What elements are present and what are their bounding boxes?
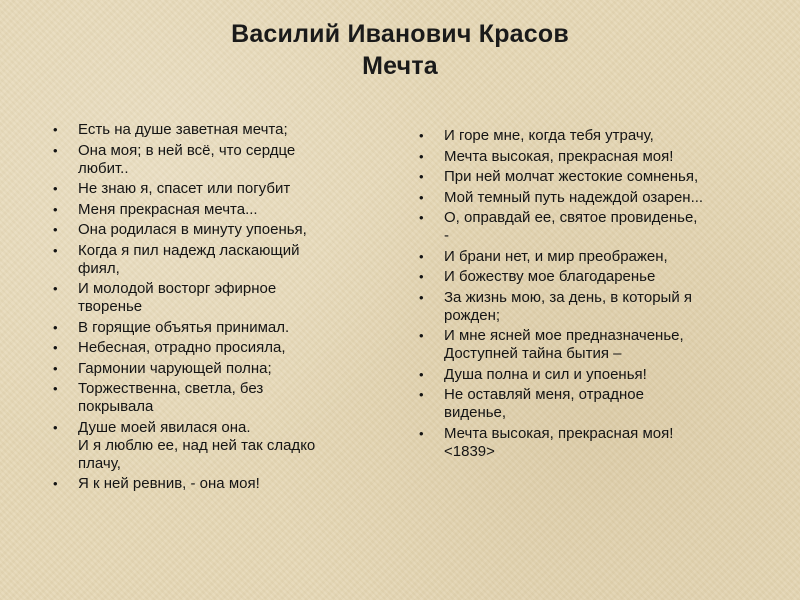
poem-line-item xyxy=(52,475,372,493)
poem-line-item xyxy=(52,221,372,239)
poem-line-item xyxy=(52,280,372,316)
poem-line-item xyxy=(52,242,372,278)
poem-line-text: • Мой темный путь надеждой озарен... xyxy=(444,188,704,206)
poem-line-text: Доступней тайна бытия – xyxy=(444,345,622,362)
poem-line-item xyxy=(418,209,768,245)
poem-line-item xyxy=(418,386,768,422)
poem-line-text: • И брани нет, и мир преображен, xyxy=(444,247,668,265)
poem-line-item xyxy=(52,360,372,378)
poem-line-text: - xyxy=(444,227,449,244)
poem-line-text: • И горе мне, когда тебя утрачу, xyxy=(444,127,654,144)
poem-line-item xyxy=(418,268,768,286)
poem-line-text: плачу, xyxy=(78,454,121,472)
poem-line-text: • Торжественна, светла, без xyxy=(78,380,264,397)
poem-line-text: • Гармонии чарующей полна; xyxy=(78,359,272,377)
poem-line-item xyxy=(418,248,768,266)
poem-line-item xyxy=(418,127,768,145)
author-title: Василий Иванович Красов xyxy=(231,20,569,48)
poem-line-text: • И мне ясней мое предназначенье, xyxy=(444,327,684,344)
poem-line-item xyxy=(418,168,768,186)
poem-line-text: любит.. xyxy=(78,159,129,177)
poem-line-item xyxy=(418,366,768,384)
poem-line-text: • Душе моей явилася она. xyxy=(78,418,251,436)
poem-line-text: покрывала xyxy=(78,398,154,415)
poem-line-item xyxy=(418,425,768,461)
right-stanza-list xyxy=(418,127,768,463)
poem-line-item xyxy=(52,419,372,473)
poem-line-item xyxy=(52,121,372,139)
poem-line-text: • За жизнь мою, за день, в который я xyxy=(444,288,692,306)
poem-line-text: • Не оставляй меня, отрадное xyxy=(444,386,644,403)
poem-line-text: • Она моя; в ней всё, что сердце xyxy=(78,141,296,159)
poem-line-text: • И молодой восторг эфирное xyxy=(78,280,277,297)
poem-line-text: • И божеству мое благодаренье xyxy=(444,268,656,285)
poem-line-item xyxy=(52,380,372,416)
poem-line-text: <1839> xyxy=(444,442,495,460)
poem-line-item xyxy=(52,180,372,198)
poem-line-text: И я люблю ее, над ней так сладко xyxy=(78,436,316,454)
poem-line-text: • Мечта высокая, прекрасная моя! xyxy=(444,424,674,442)
title-block xyxy=(0,18,800,82)
poem-line-text: • Не знаю я, спасет или погубит xyxy=(78,180,291,197)
poem-title: Мечта xyxy=(362,52,438,80)
poem-line-text: • Когда я пил надежд ласкающий xyxy=(78,241,300,259)
poem-line-text: • Меня прекрасная мечта... xyxy=(78,200,258,218)
poem-line-text: • О, оправдай ее, святое провиденье, xyxy=(444,209,698,226)
poem-line-item xyxy=(418,327,768,363)
poem-line-item xyxy=(52,339,372,357)
poem-line-item xyxy=(418,289,768,325)
poem-line-item xyxy=(52,201,372,219)
poem-line-item xyxy=(418,148,768,166)
poem-line-text: • Душа полна и сил и упоенья! xyxy=(444,365,647,383)
poem-line-text: творенье xyxy=(78,298,143,315)
poem-line-text: рожден; xyxy=(444,306,501,324)
poem-line-text: фиял, xyxy=(78,259,120,277)
poem-line-text: • При ней молчат жестокие сомненья, xyxy=(444,168,699,185)
poem-line-text: • Есть на душе заветная мечта; xyxy=(78,121,288,138)
poem-line-text: • Я к ней ревнив, - она моя! xyxy=(78,475,260,492)
poem-line-item xyxy=(52,319,372,337)
poem-line-item xyxy=(418,189,768,207)
poem-line-text: • Она родилася в минуту упоенья, xyxy=(78,221,307,238)
poem-line-text: виденье, xyxy=(444,404,507,421)
poem-line-text: • Небесная, отрадно просияла, xyxy=(78,339,286,356)
poem-line-text: • В горящие объятья принимал. xyxy=(78,318,290,336)
left-stanza-list xyxy=(52,121,372,496)
poem-line-text: • Мечта высокая, прекрасная моя! xyxy=(444,147,674,165)
poem-line-item xyxy=(52,142,372,178)
